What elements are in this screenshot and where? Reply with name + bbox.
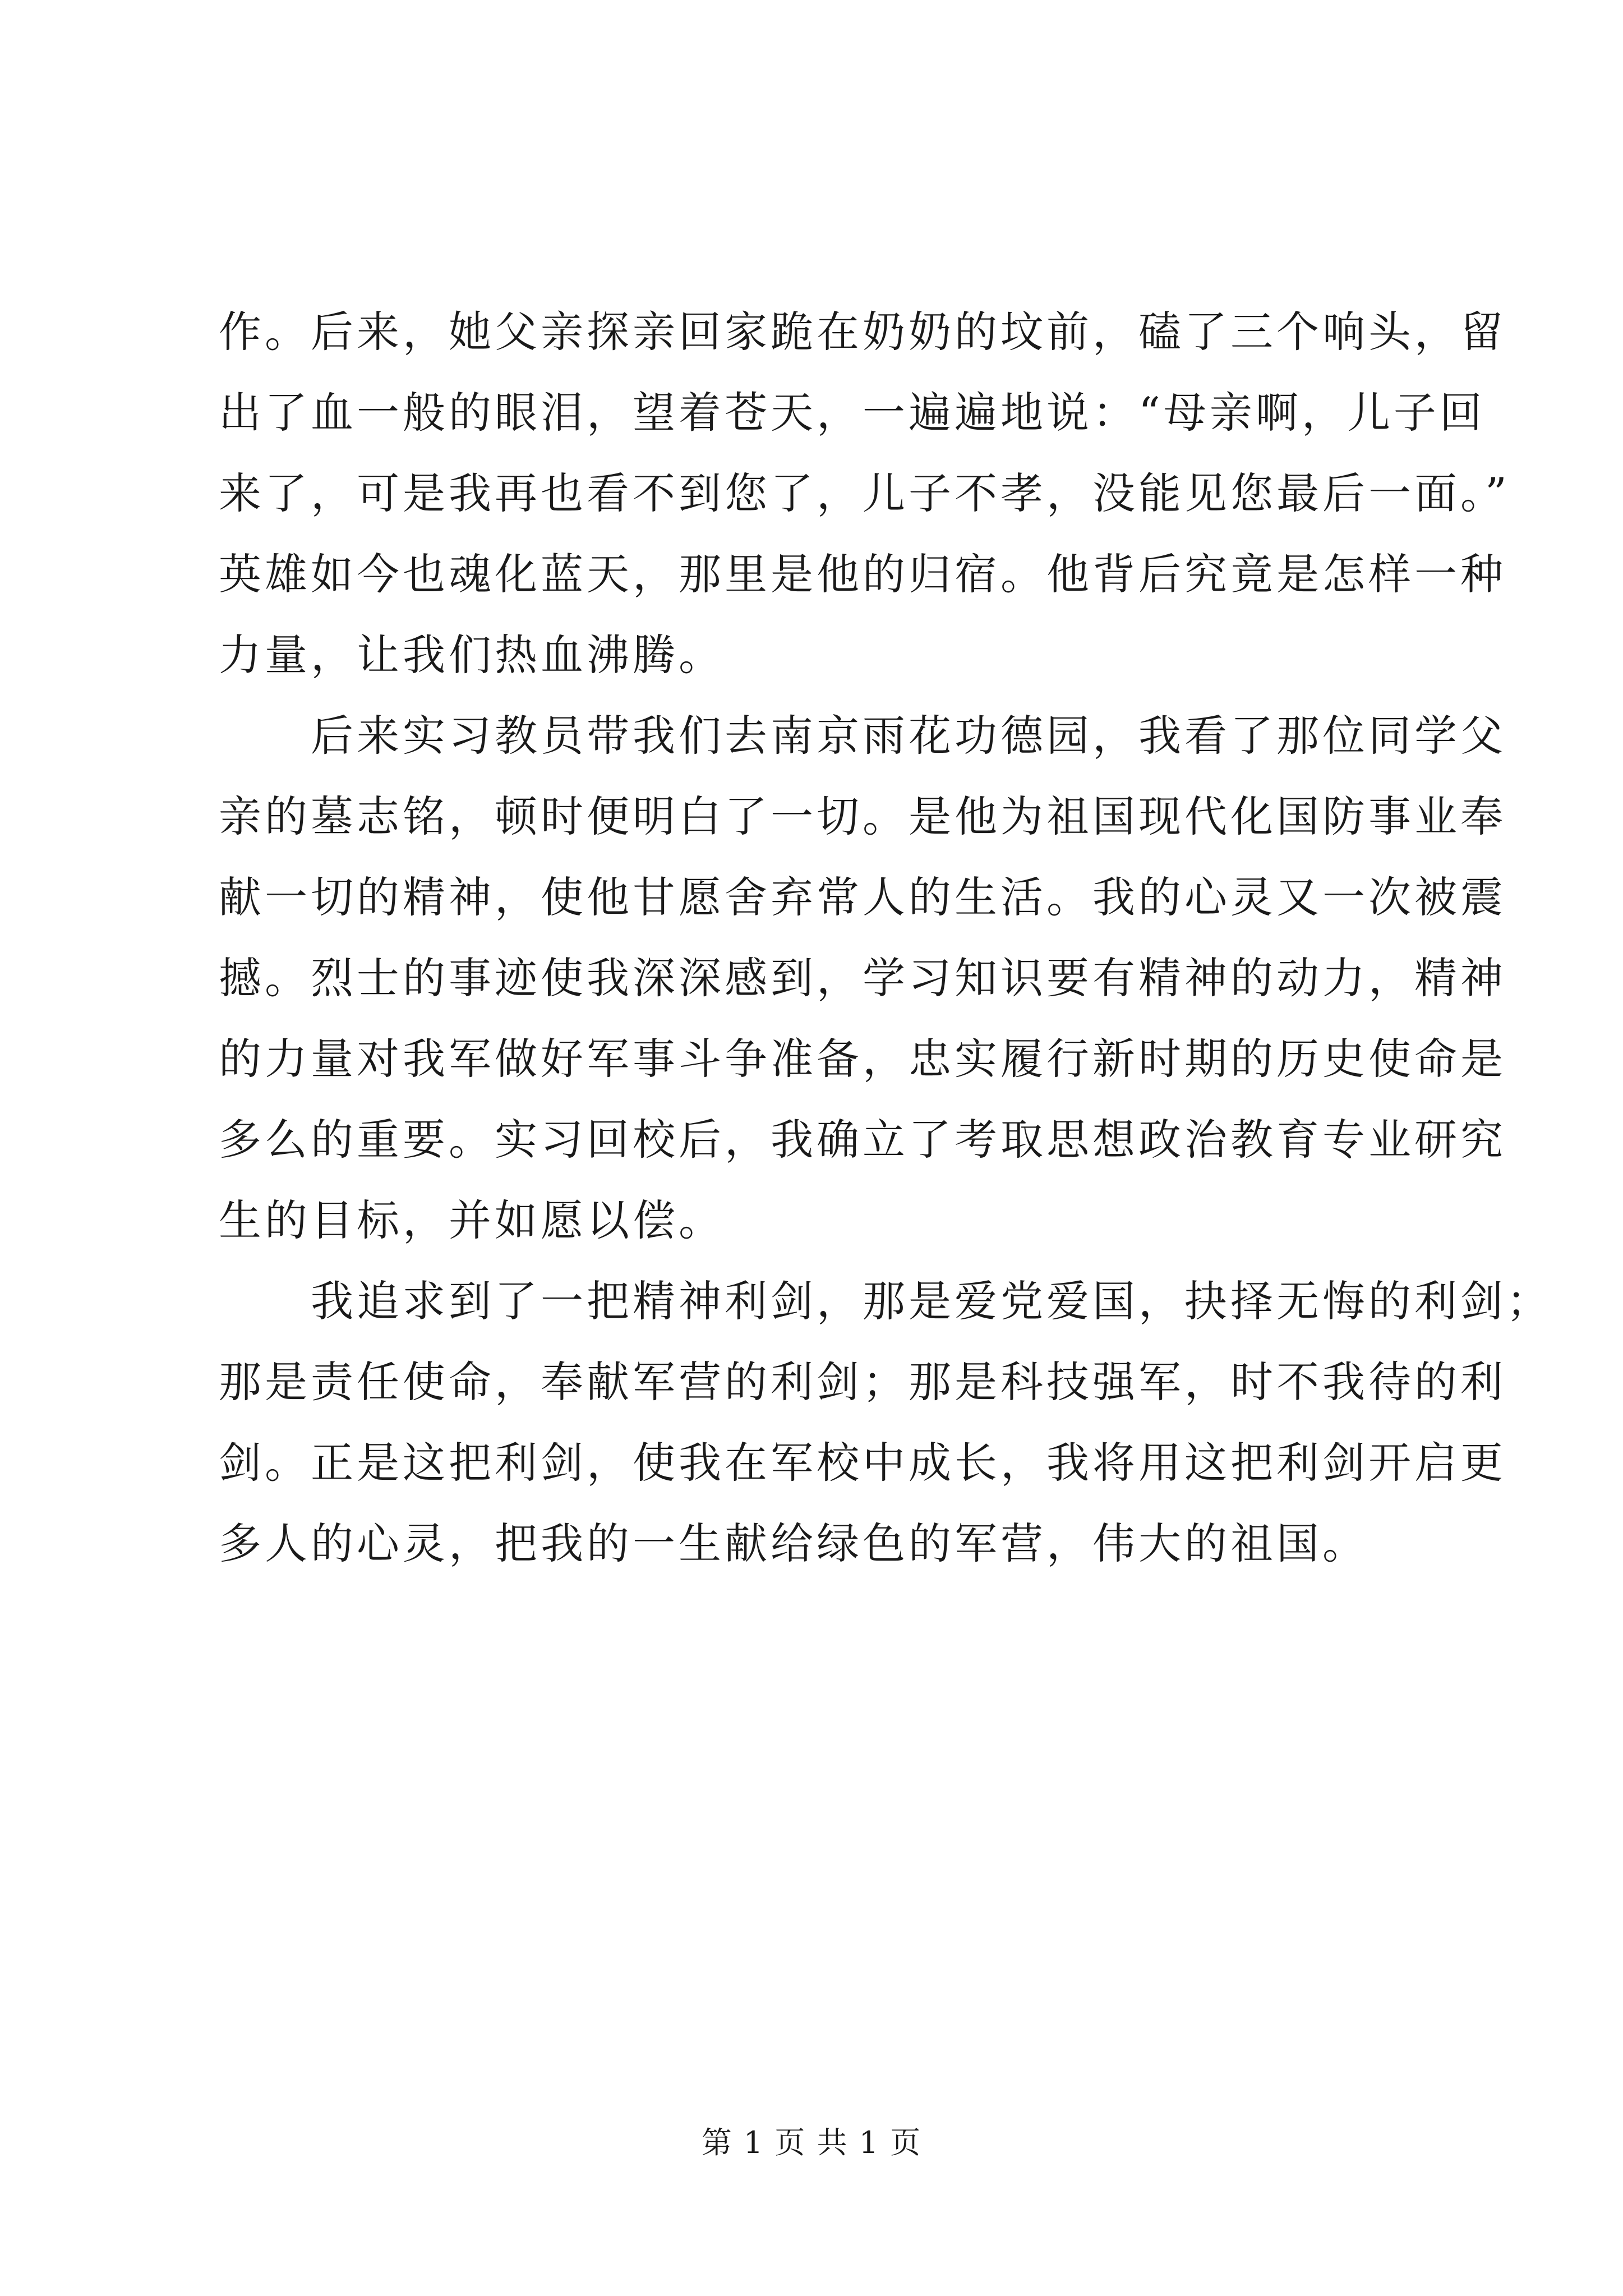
text-line: 来了，可是我再也看不到您了，儿子不孝，没能见您最后一面。” [219,468,1510,518]
text-line: 多么的重要。实习回校后，我确立了考取思想政治教育专业研究 [219,1115,1506,1165]
text-line: 亲的墓志铭，顿时便明白了一切。是他为祖国现代化国防事业奉 [219,792,1506,841]
body-text [219,292,1552,1584]
text-line: 撼。烈士的事迹使我深深感到，学习知识要有精神的动力，精神 [219,953,1506,1003]
text-line: 的力量对我军做好军事斗争准备，忠实履行新时期的历史使命是 [219,1034,1506,1084]
text-line: 出了血一般的眼泪，望着苍天，一遍遍地说：“母亲啊，儿子回 [219,388,1486,438]
text-line: 力量，让我们热血沸腾。 [219,630,725,680]
text-line: 那是责任使命，奉献军营的利剑；那是科技强军，时不我待的利 [219,1357,1506,1407]
text-line: 剑。正是这把利剑，使我在军校中成长，我将用这把利剑开启更 [219,1438,1506,1488]
text-line: 生的目标，并如愿以偿。 [219,1195,725,1245]
text-line: 后来实习教员带我们去南京雨花功德园，我看了那位同学父 [219,711,1506,761]
text-line: 作。后来，她父亲探亲回家跪在奶奶的坟前，磕了三个响头，留 [219,307,1506,357]
page-footer [0,2123,1623,2162]
text-line: 我追求到了一把精神利剑，那是爱党爱国，抉择无悔的利剑； [219,1276,1552,1326]
text-line: 多人的心灵，把我的一生献给绿色的军营，伟大的祖国。 [219,1519,1368,1568]
text-line: 献一切的精神，使他甘愿舍弃常人的生活。我的心灵又一次被震 [219,872,1506,922]
text-line: 英雄如今也魂化蓝天，那里是他的归宿。他背后究竟是怎样一种 [219,549,1506,599]
page-number-label: 第 1 页 共 1 页 [701,2125,922,2160]
